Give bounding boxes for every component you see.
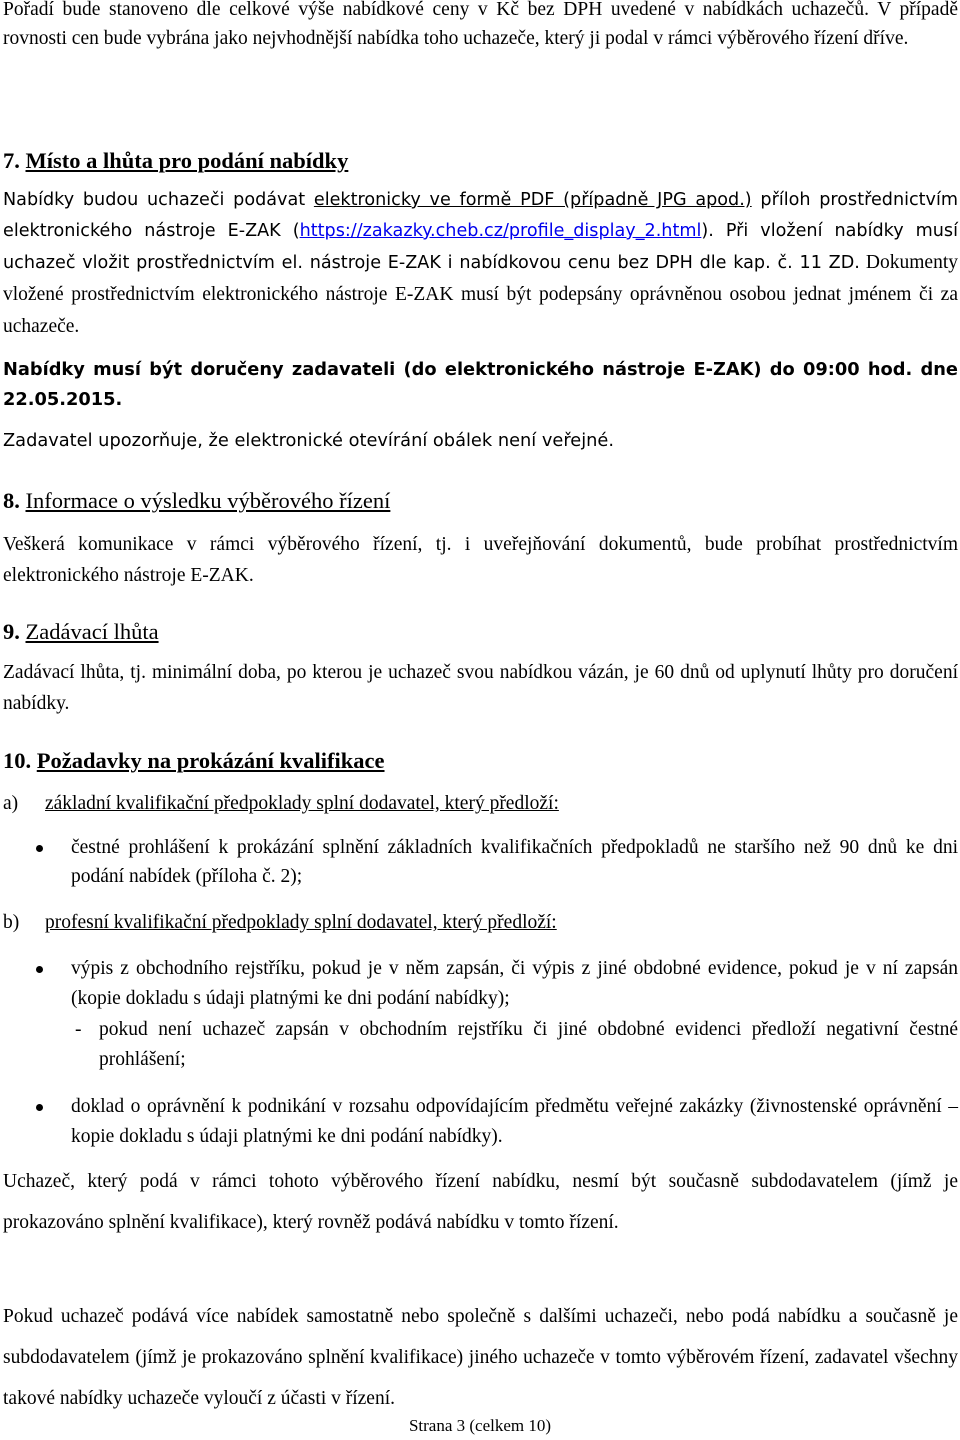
item-b-bullet-1 [3,954,958,1014]
section-10-title: Požadavky na prokázání kvalifikace [36,748,385,773]
section-10-heading [3,746,385,776]
subcontractor-paragraph-1: Uchazeč, který podá v rámci tohoto výběrového řízení nabídku, nesmí být současně subdodavatelem (jímž je prokazováno splnění kvalifikace), který rovněž podává nabídku v tomto řízení. [3,1171,958,1233]
section-7-paragraph-1 [3,185,958,343]
section-8-heading [3,486,390,516]
section-8-paragraph: Veškerá komunikace v rámci výběrového řízení, tj. i uveřejňování dokumentů, bude probíhat prostřednictvím elektronického nástroje E-ZAK. [3,534,958,586]
item-b-bullet-2 [3,1092,958,1152]
section-9-number: 9. [3,619,20,644]
item-b-bullet-2-text: doklad o oprávnění k podnikání v rozsahu odpovídajícím předmětu veřejné zakázky (živnostenské oprávnění – kopie dokladu s údaji platnými ke dni podání nabídky). [71,1096,958,1147]
section-8-title: Informace o výsledku výběrového řízení [25,488,391,513]
page-number-footer: Strana 3 (celkem 10) [408,1416,552,1435]
s7-text-c: příloh prostřednictvím elektronického nástroje E-ZAK ( [3,190,958,241]
bullet-icon [36,966,43,973]
dash-marker: - [75,1019,82,1040]
s7-text-format: elektronicky ve formě PDF (případně JPG apod.) [313,190,752,210]
ezak-link[interactable]: https://zakazky.cheb.cz/profile_display_2.html [299,221,702,241]
item-b-label: b) [3,912,20,933]
section-9-heading [3,617,159,647]
bullet-icon [36,845,43,852]
s7-text-d: ). Při vložení nabídky musí uchazeč vložit prostřednictvím el. nástroje E-ZAK i nabídkovou cenu bez DPH dle kap. č. 11 ZD. [3,221,958,273]
qualification-item-a [3,789,958,818]
item-a-text: základní kvalifikační předpoklady splní dodavatel, který předloží: [45,793,559,814]
section-8-number: 8. [3,488,20,513]
section-7-heading [3,146,348,176]
item-b-bullet-1-text: výpis z obchodního rejstříku, pokud je v něm zapsán, či výpis z jiné obdobné evidence, pokud je v ní zapsán (kopie dokladu s údaji platnými ke dni podání nabídky); [71,958,958,1009]
item-a-bullet-1-text: čestné prohlášení k prokázání splnění základních kvalifikačních předpokladů ne staršího než 90 dnů ke dni podání nabídek (příloha č. 2); [71,837,958,887]
s7-text-e: Dokumenty vložené prostřednictvím elektronického nástroje E-ZAK musí být podepsány oprávněnou osobou jednat jménem či za uchazeče. [3,252,959,337]
section-9-title: Zadávací lhůta [25,619,159,644]
section-7-note: Zadavatel upozorňuje, že elektronické otevírání obálek není veřejné. [3,430,615,451]
item-b-text: profesní kvalifikační předpoklady splní dodavatel, který předloží: [45,912,557,933]
intro-paragraph: Pořadí bude stanoveno dle celkové výše nabídkové ceny v Kč bez DPH uvedené v nabídkách uchazečů. V případě rovnosti cen bude vybrána jako nejvhodnější nabídka toho uchazeče, který ji podal v rámci výběrového řízení dříve. [3,0,958,49]
item-a-label: a) [3,793,19,814]
item-b-dash-1-text: pokud není uchazeč zapsán v obchodním rejstříku či jiné obdobné evidenci předloží negativní čestné prohlášení; [99,1019,958,1070]
qualification-item-b [3,908,958,937]
item-b-dash-1 [3,1015,958,1075]
section-9-paragraph: Zadávací lhůta, tj. minimální doba, po kterou je uchazeč svou nabídkou vázán, je 60 dnů od uplynutí lhůty pro doručení nabídky. [3,662,958,714]
item-a-bullet-1 [3,833,958,891]
subcontractor-paragraph-2: Pokud uchazeč podává více nabídek samostatně nebo společně s dalšími uchazeči, nebo podá nabídku a současně je subdodavatelem (jímž je prokazováno splnění kvalifikace) jiného uchazeče v tomto výběrovém řízení, zadavatel všechny takové nabídky uchazeče vyloučí z účasti v řízení. [3,1306,958,1409]
section-7-number: 7. [3,148,20,173]
s7-text-a: Nabídky budou uchazeči podávat [3,190,314,210]
section-10-number: 10. [3,748,32,773]
section-7-deadline: Nabídky musí být doručeny zadavateli (do elektronického nástroje E-ZAK) do 09:00 hod. dne 22.05.2015. [3,359,958,410]
section-7-title: Místo a lhůta pro podání nabídky [25,148,349,173]
bullet-icon [36,1104,43,1111]
